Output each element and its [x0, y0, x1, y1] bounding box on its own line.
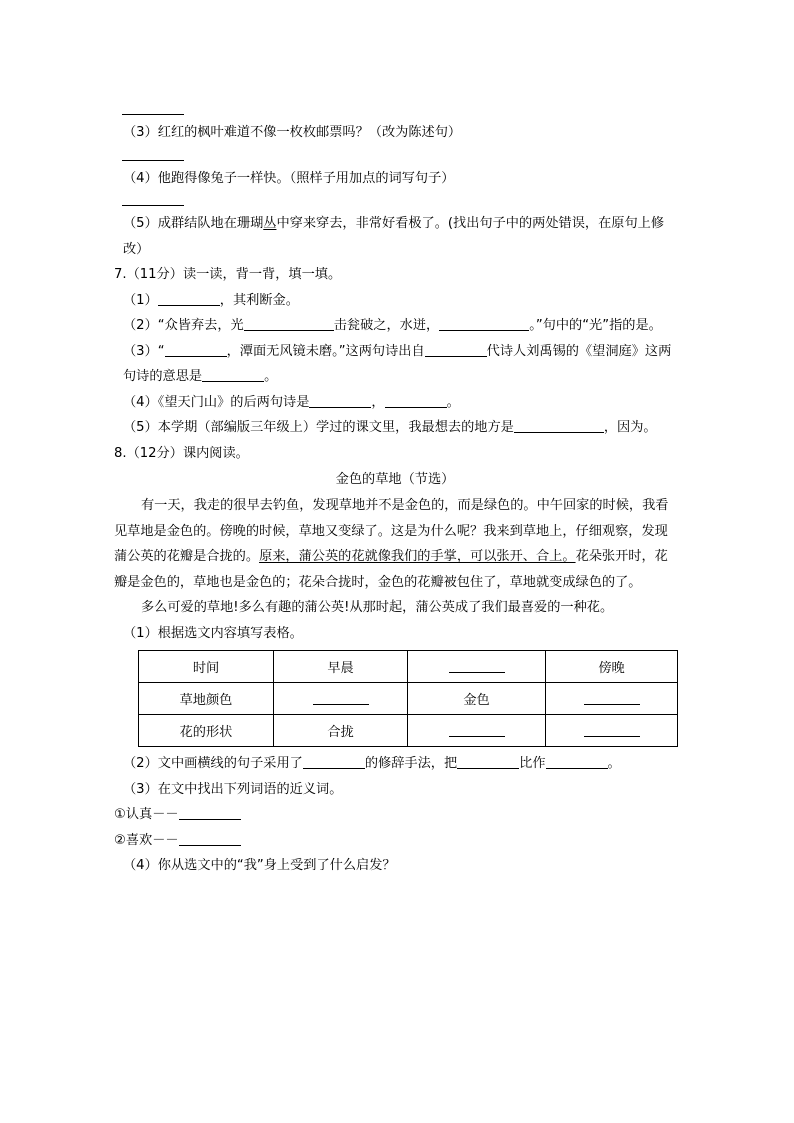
q7-item-3 [114, 339, 676, 390]
q7-item-5-text-1: 本学期（部编版三年级上）学过的课文里，我最想去的地方是 [157, 420, 514, 435]
q6-item-3-text: （3）红红的枫叶难道不像一枚枚邮票吗？（改为陈述句） [123, 125, 462, 140]
blank-line[interactable] [425, 343, 487, 357]
q7-item-4-label: （4） [123, 394, 158, 410]
blank-line[interactable] [385, 394, 447, 408]
q8-sub-3 [114, 777, 676, 803]
q6-item-5-text-after: 中穿来穿去，非常好看极了。(找出句子中的两处错误，在原句上修改） [123, 216, 665, 257]
table-cell-grass-color-header [139, 683, 274, 715]
answer-blank-q3[interactable] [114, 100, 676, 120]
passage-title [114, 466, 676, 493]
q6-item-4-text: （4）他跑得像兔子一样快。（照样子用加点的词写句子） [123, 170, 455, 186]
table-cell-morning [274, 651, 408, 683]
question-8 [114, 441, 676, 879]
table-cell-time-header [139, 651, 274, 683]
blank-line[interactable] [449, 660, 505, 673]
q7-item-4-text-2: ， [371, 394, 385, 410]
passage-underlined-sentence: 原来，蒲公英的花就像我们的手掌，可以张开、合上。 [259, 549, 576, 564]
cell-text: 金色 [463, 693, 490, 708]
answer-blank-q4[interactable] [114, 146, 676, 166]
q6-item-5-text-before: （5）成群结队地在珊瑚 [123, 216, 264, 231]
table-row [139, 715, 678, 747]
q7-item-1-text: ，其利断金。 [219, 292, 299, 308]
q7-item-3-text-4: 这两句诗的意思是 [123, 343, 672, 384]
cell-text: 花的形状 [179, 725, 233, 740]
q7-item-3-text-2: ，潭面无风镜未磨。”这两句诗出自 [226, 343, 425, 359]
blank-line[interactable] [449, 724, 505, 737]
table-cell-evening [546, 651, 678, 683]
blank-line[interactable] [165, 343, 227, 357]
q8-sub-1 [114, 621, 676, 647]
table-cell-flower-shape-noon-blank[interactable] [408, 715, 546, 747]
q7-item-3-text-1: “ [157, 343, 165, 359]
q8-sub-2-text-2: 的修辞手法，把 [364, 756, 458, 771]
cell-text: 草地颜色 [179, 693, 233, 708]
q8-sub-3-item-2 [114, 828, 676, 854]
table-cell-flower-shape-evening-blank[interactable] [546, 715, 678, 747]
q7-item-5-text-3: 。 [643, 420, 657, 435]
cell-text: 早晨 [327, 661, 354, 676]
q7-item-1 [114, 288, 676, 314]
q7-item-4-text-1: 《望天门山》的后两句诗是 [157, 394, 310, 410]
q8-sub-2-text-1: 文中画横线的句子采用了 [157, 756, 303, 771]
passage-paragraph-1-part-b: 花朵张开时，花瓣是金色的，草地也是金色的；花朵合拢时，金色的花瓣被包住了，草地就变成绿色的了。 [114, 549, 668, 590]
blank-line[interactable] [179, 806, 241, 820]
question-6-fragment [114, 100, 676, 262]
table-cell-noon-blank[interactable] [408, 651, 546, 683]
question-8-number: 8. [114, 445, 127, 461]
q7-item-5-label: （5） [123, 420, 158, 435]
blank-line[interactable] [122, 192, 184, 206]
blank-line[interactable] [122, 147, 184, 161]
table-cell-grass-color-morning-blank[interactable] [274, 683, 408, 715]
q7-item-2-label: （2） [123, 318, 158, 333]
q7-item-4 [114, 390, 676, 416]
q7-item-2-text-3: 。”句中的“光”指的是 [529, 318, 649, 333]
passage-title-text: 金色的草地（节选） [335, 472, 455, 487]
q7-item-2-text-2: 击瓮破之，水迸， [333, 318, 440, 333]
q7-item-5-text-2: ，因为 [603, 420, 644, 435]
table-row [139, 651, 678, 683]
list-marker: ① [114, 807, 126, 822]
question-7 [114, 262, 676, 441]
q8-sub-4-text: 你从选文中的“我”身上受到了什么启发？ [157, 858, 396, 873]
table-cell-flower-shape-morning [274, 715, 408, 747]
blank-line[interactable] [158, 292, 220, 306]
blank-line[interactable] [202, 368, 264, 382]
table-cell-grass-color-noon [408, 683, 546, 715]
cell-text: 时间 [192, 661, 220, 676]
answer-blank-q5[interactable] [114, 191, 676, 211]
q8-sub-4-label: （4） [123, 858, 158, 873]
q8-sub-3-label: （3） [123, 781, 158, 797]
q7-item-3-text-5: 。 [264, 369, 278, 384]
q8-sub-1-text: 根据选文内容填写表格。 [157, 625, 303, 641]
table-cell-grass-color-evening-blank[interactable] [546, 683, 678, 715]
question-7-score: （11分） [126, 267, 183, 282]
question-8-score: （12分） [126, 445, 183, 461]
blank-line[interactable] [313, 692, 369, 705]
q6-item-4 [114, 166, 676, 192]
q8-sub-2-text-3: 比作 [519, 756, 546, 771]
q8-sub-2 [114, 751, 676, 777]
question-8-heading [114, 441, 676, 467]
q7-item-2 [114, 313, 676, 339]
q8-sub-2-text-4: 。 [607, 756, 621, 771]
passage-paragraph-1 [114, 493, 676, 595]
question-7-prompt: 读一读，背一背，填一填。 [182, 267, 342, 282]
table-cell-flower-shape-header [139, 715, 274, 747]
blank-line[interactable] [303, 755, 365, 769]
q7-item-3-label: （3） [123, 343, 158, 359]
blank-line[interactable] [439, 317, 529, 331]
q6-item-5 [114, 211, 676, 262]
synonym-word-2: 喜欢－－ [125, 832, 179, 848]
cell-text: 合拢 [327, 725, 354, 740]
blank-line[interactable] [584, 724, 640, 737]
table-row [139, 683, 678, 715]
passage-paragraph-2 [114, 595, 676, 621]
blank-line[interactable] [179, 832, 241, 846]
q7-item-5 [114, 415, 676, 441]
q7-item-4-text-3: 。 [446, 394, 460, 410]
q7-item-1-label: （1） [123, 292, 158, 308]
blank-line[interactable] [457, 755, 519, 769]
question-7-number: 7. [114, 267, 127, 282]
question-8-prompt: 课内阅读。 [182, 445, 249, 461]
passage-paragraph-2-text: 多么可爱的草地!多么有趣的蒲公英!从那时起，蒲公英成了我们最喜爱的一种花。 [141, 600, 614, 615]
blank-line[interactable] [122, 101, 184, 115]
synonym-word-1: 认真－－ [125, 807, 179, 822]
blank-line[interactable] [584, 692, 640, 705]
emphasis-character: 丛 [263, 216, 277, 231]
blank-line[interactable] [514, 419, 604, 433]
q8-sub-3-text: 在文中找出下列词语的近义词。 [157, 781, 343, 797]
q8-sub-1-label: （1） [123, 625, 158, 641]
q8-sub-4 [114, 853, 676, 879]
passage-paragraph-1-part-a: 有一天，我走的很早去钓鱼，发现草地并不是金色的，而是绿色的。中午回家的时候，我看见草地是金色的。傍晚的时候，草地又变绿了。这是为什么呢？我来到草地上，仔细观察，发现蒲公英的花瓣是合拢的。 [114, 498, 669, 564]
q6-item-3 [114, 120, 676, 146]
passage-fill-table [138, 650, 678, 747]
q7-item-2-text-1: “众皆弃去，光 [157, 318, 244, 333]
q7-item-3-text-3: 代诗人刘禹锡的《望洞庭》 [486, 343, 645, 359]
question-7-heading [114, 262, 676, 288]
list-marker: ② [114, 832, 126, 848]
q8-sub-2-label: （2） [123, 756, 158, 771]
q7-item-2-text-4: 。 [648, 318, 662, 333]
q8-sub-3-item-1 [114, 802, 676, 828]
blank-line[interactable] [546, 755, 608, 769]
blank-line[interactable] [309, 394, 371, 408]
cell-text: 傍晚 [598, 661, 625, 676]
blank-line[interactable] [244, 317, 334, 331]
